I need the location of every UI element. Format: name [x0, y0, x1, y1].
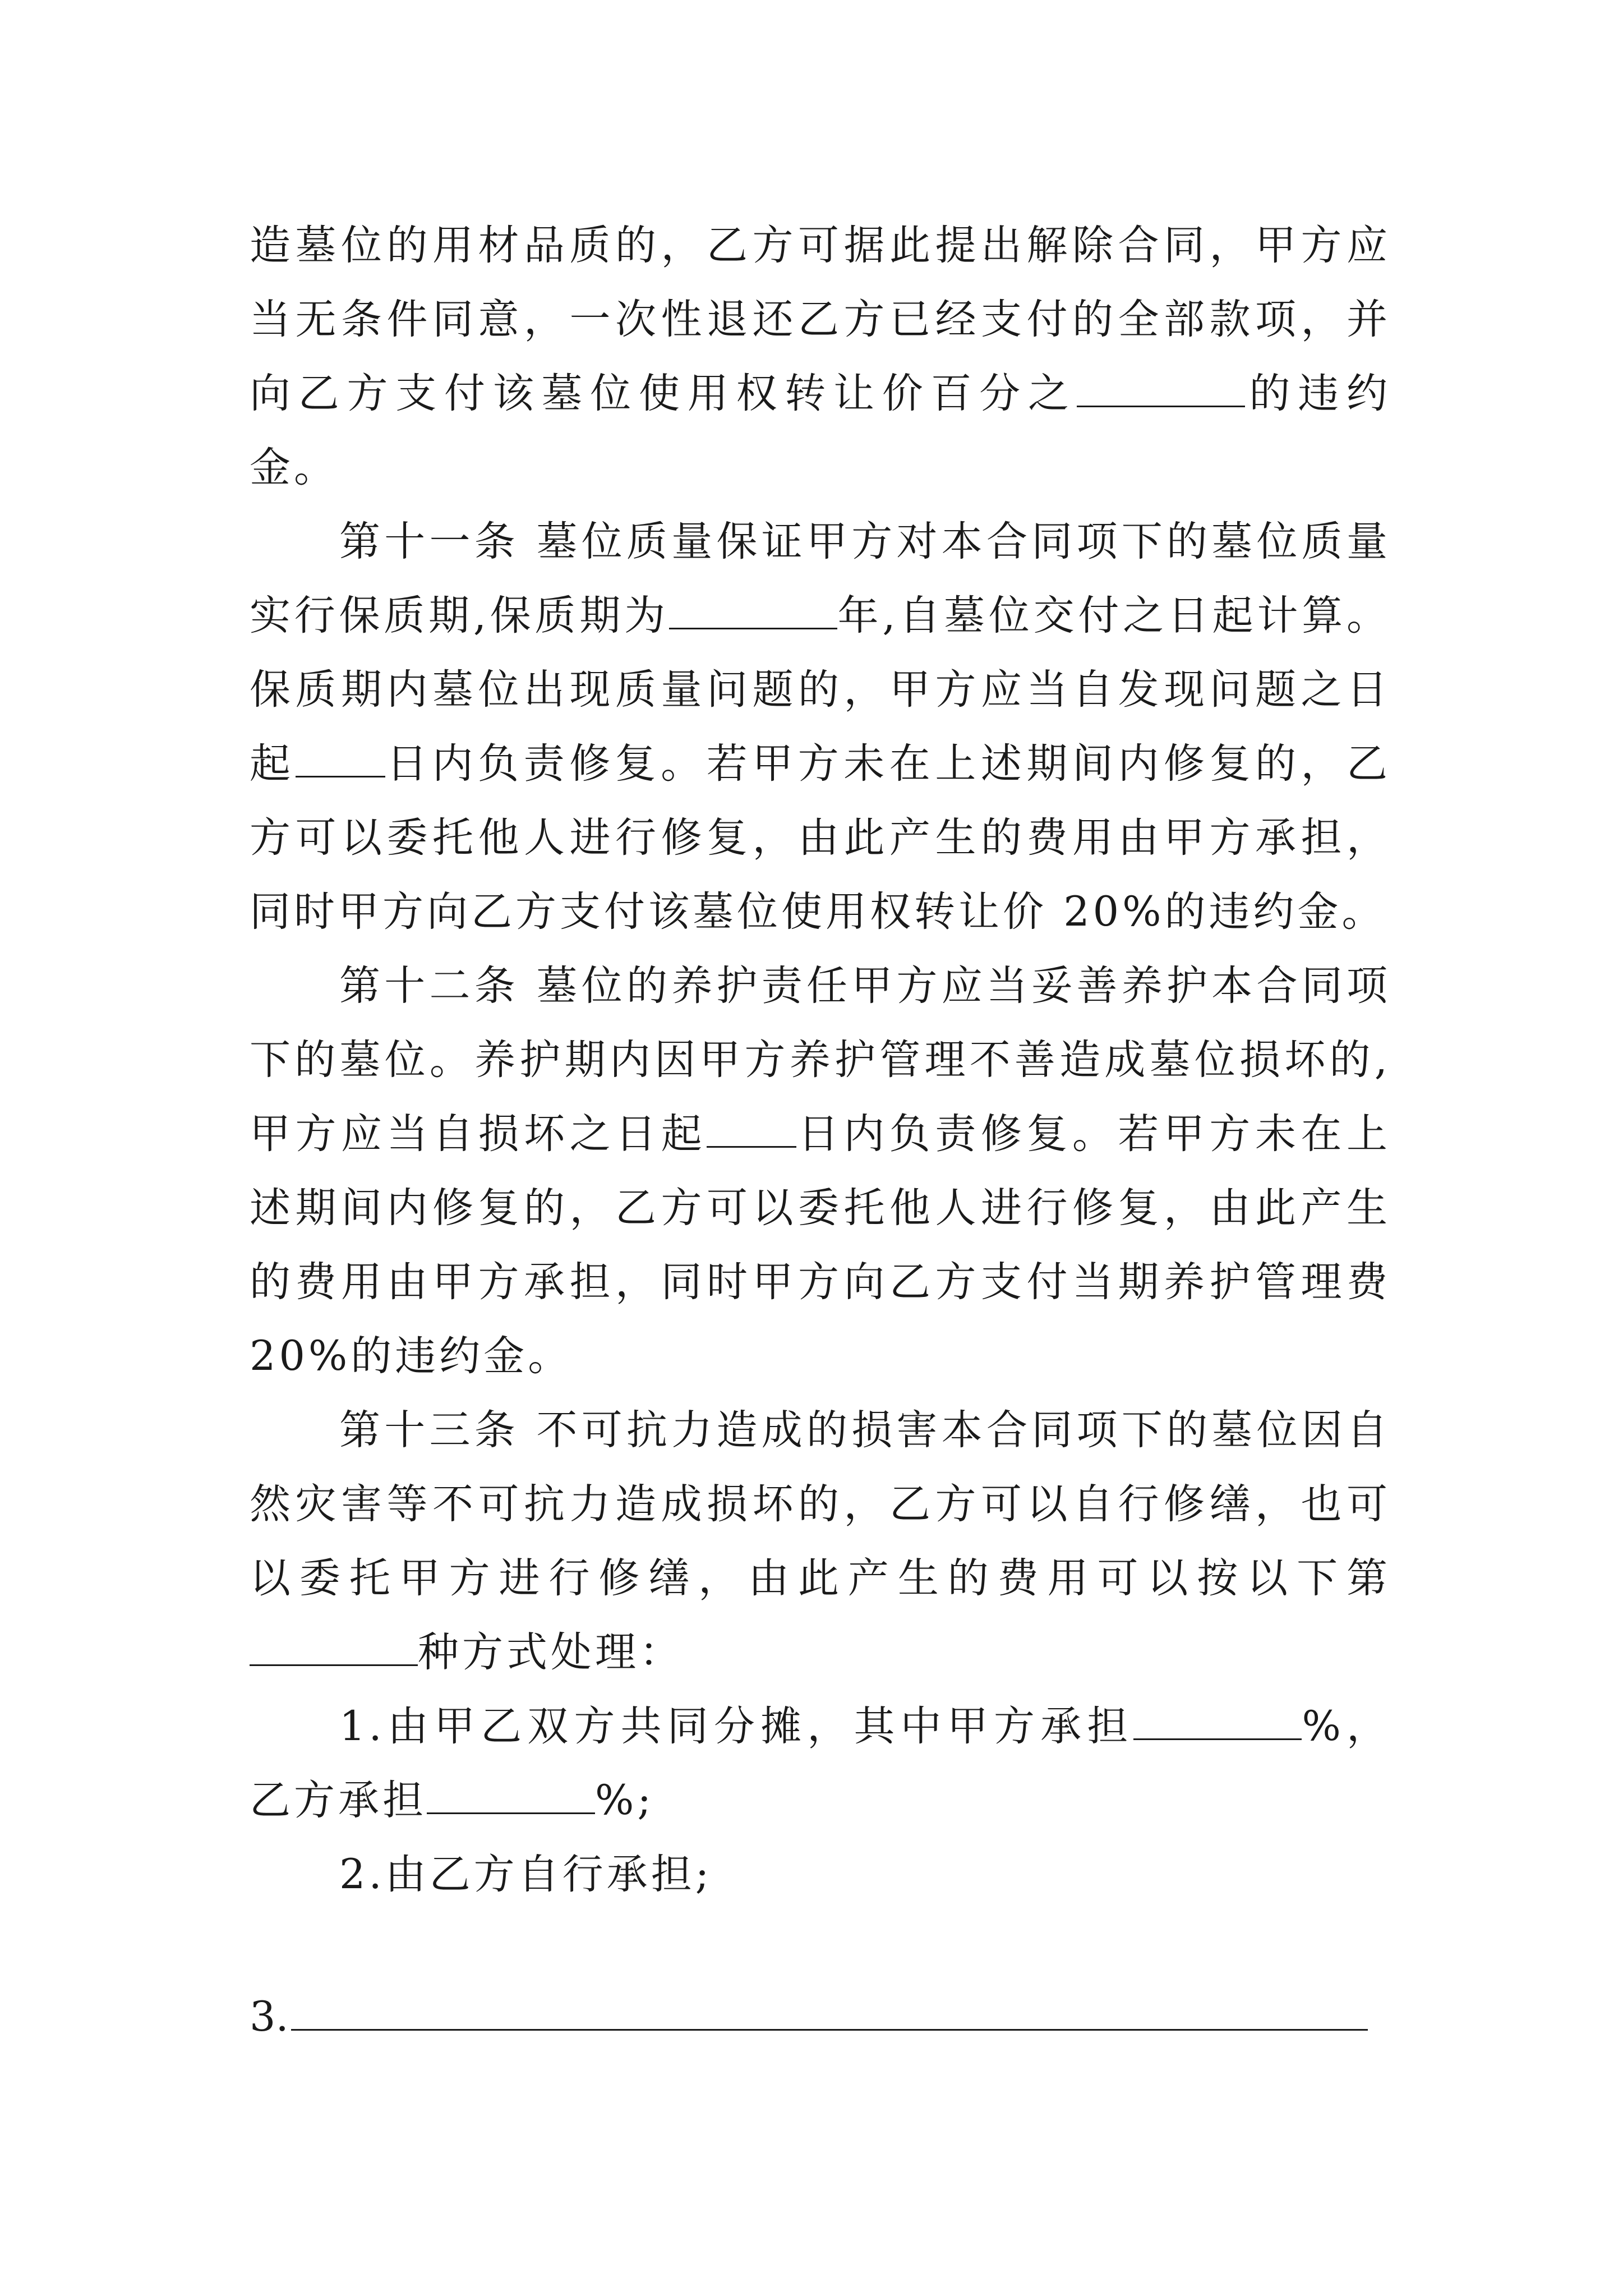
- option-1-text: 1.由甲乙双方共同分摊，其中甲方承担: [339, 1703, 1134, 1750]
- document-body: [250, 209, 1391, 1912]
- clause-11-text-mid: 年,自墓位交付之日起计算。保质期内墓位出现质量问题的，甲方应当自发现问题之日起: [250, 592, 1391, 788]
- clause-12-text-end: 日内负责修复。若甲方未在上述期间内修复的，乙方可以委托他人进行修复，由此产生的费用由甲方承担，同时甲方向乙方支付当期养护管理费 20%的违约金。: [250, 1110, 1391, 1380]
- blank-party-a-share[interactable]: [1133, 1699, 1302, 1740]
- clause-13-text-end: 种方式处理：: [418, 1628, 684, 1676]
- blank-maintenance-repair-days[interactable]: [707, 1107, 796, 1148]
- paragraph-clause-13: [250, 1393, 1391, 1690]
- paragraph-option-2: [250, 1838, 1391, 1912]
- clause-11-text-end: 日内负责修复。若甲方未在上述期间内修复的，乙方可以委托他人进行修复，由此产生的费用由甲方承担，同时甲方向乙方支付该墓位使用权转让价 20%的违约金。: [250, 740, 1391, 936]
- blank-warranty-years[interactable]: [669, 588, 837, 629]
- option-1-text-mid: %，乙方承担: [250, 1703, 1391, 1824]
- option-1-text-end: %;: [595, 1777, 654, 1824]
- clause-10-text: 造墓位的用材品质的，乙方可据此提出解除合同，甲方应当无条件同意，一次性退还乙方已经支付的全部款项，并向乙方支付该墓位使用权转让价百分之: [250, 222, 1391, 417]
- clause-13-text: 第十三条 不可抗力造成的损害本合同项下的墓位因自然灾害等不可抗力造成损坏的，乙方可以自行修缮，也可以委托甲方进行修缮，由此产生的费用可以按以下第: [250, 1406, 1391, 1602]
- clause-10-text-end: 的违约金。: [250, 370, 1391, 491]
- paragraph-option-1: [250, 1690, 1391, 1838]
- blank-repair-days[interactable]: [296, 737, 385, 777]
- paragraph-clause-11: [250, 505, 1391, 949]
- paragraph-option-3: [250, 1980, 1371, 2054]
- option-2-text: 2.由乙方自行承担;: [339, 1851, 713, 1898]
- blank-option-3-details[interactable]: [291, 1987, 1368, 2031]
- paragraph-clause-10-tail: [250, 209, 1391, 505]
- clause-12-text: 第十二条 墓位的养护责任甲方应当妥善养护本合同项下的墓位。养护期内因甲方养护管理不善造成墓位损坏的,甲方应当自损坏之日起: [250, 962, 1391, 1158]
- blank-party-b-share[interactable]: [427, 1773, 595, 1814]
- blank-option-number[interactable]: [250, 1625, 418, 1666]
- option-3-label: 3.: [250, 1993, 289, 2041]
- blank-penalty-percent[interactable]: [1077, 366, 1245, 407]
- clause-11-text: 第十一条 墓位质量保证甲方对本合同项下的墓位质量实行保质期,保质期为: [250, 518, 1391, 639]
- paragraph-clause-12: [250, 949, 1391, 1393]
